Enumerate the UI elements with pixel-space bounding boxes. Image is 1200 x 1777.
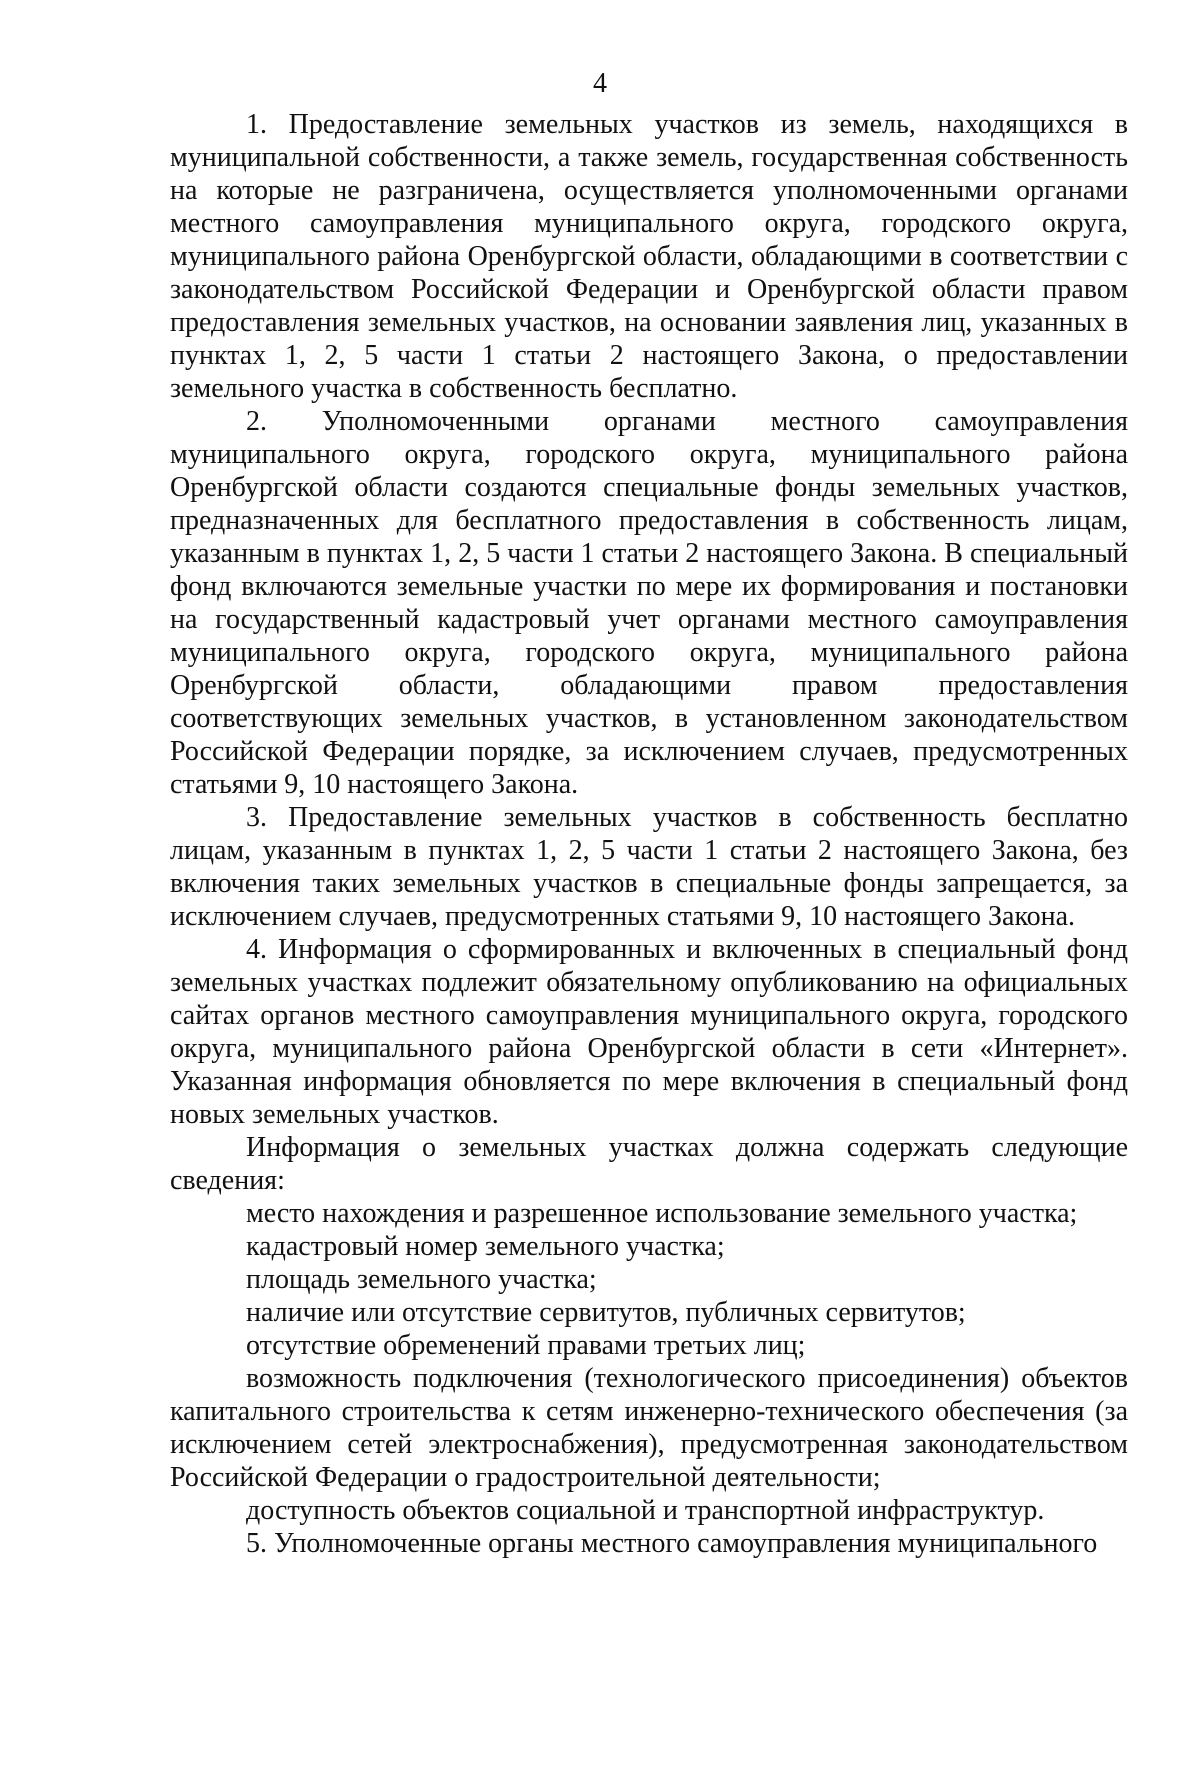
page-number: 4 <box>593 68 607 99</box>
list-item: наличие или отсутствие сервитутов, публичных сервитутов; <box>246 1297 966 1328</box>
list-item: доступность объектов социальной и транспортной инфраструктур. <box>246 1495 1045 1526</box>
paragraph-5-start: 5. Уполномоченные органы местного самоуправления муниципального <box>246 1528 1098 1559</box>
list-item: возможность подключения (технологического присоединения) объектов капитального строительства к сетям инженерно-технического обеспечения (за исключением сетей электроснабжения), предусмотренная законодательством Российской Федерации о градостроительной деятельности; <box>170 1363 1128 1493</box>
paragraph-info-intro: Информация о земельных участках должна содержать следующие сведения: <box>170 1132 1128 1196</box>
paragraph-2: 2. Уполномоченными органами местного самоуправления муниципального округа, городского округа, муниципального района Оренбургской области создаются специальные фонды земельных участков, предназначенных для бесплатного предоставления в собственность лицам, указанным в пунктах 1, 2, 5 части 1 статьи 2 настоящего Закона. В специальный фонд включаются земельные участки по мере их формирования и постановки на государственный кадастровый учет органами местного самоуправления муниципального округа, городского округа, муниципального района Оренбургской области, обладающими правом предоставления соответствующих земельных участков, в установленном законодательством Российской Федерации порядке, за исключением случаев, предусмотренных статьями 9, 10 настоящего Закона. <box>170 406 1128 800</box>
list-item: место нахождения и разрешенное использование земельного участка; <box>246 1198 1078 1229</box>
paragraph-1: 1. Предоставление земельных участков из земель, находящихся в муниципальной собственности, а также земель, государственная собственность на которые не разграничена, осуществляется уполномоченными органами местного самоуправления муниципального округа, городского округа, муниципального района Оренбургской области, обладающими в соответствии с законодательством Российской Федерации и Оренбургской области правом предоставления земельных участков, на основании заявления лиц, указанных в пунктах 1, 2, 5 части 1 статьи 2 настоящего Закона, о предоставлении земельного участка в собственность бесплатно. <box>170 109 1128 404</box>
document-body <box>170 108 1128 1560</box>
list-item: кадастровый номер земельного участка; <box>246 1231 725 1262</box>
paragraph-3: 3. Предоставление земельных участков в собственность бесплатно лицам, указанным в пунктах 1, 2, 5 части 1 статьи 2 настоящего Закона, без включения таких земельных участков в специальные фонды запрещается, за исключением случаев, предусмотренных статьями 9, 10 настоящего Закона. <box>170 802 1128 932</box>
paragraph-4: 4. Информация о сформированных и включенных в специальный фонд земельных участках подлежит обязательному опубликованию на официальных сайтах органов местного самоуправления муниципального округа, городского округа, муниципального района Оренбургской области в сети «Интернет». Указанная информация обновляется по мере включения в специальный фонд новых земельных участков. <box>170 934 1128 1130</box>
list-item: отсутствие обременений правами третьих лиц; <box>246 1330 806 1361</box>
list-item: площадь земельного участка; <box>246 1264 597 1295</box>
